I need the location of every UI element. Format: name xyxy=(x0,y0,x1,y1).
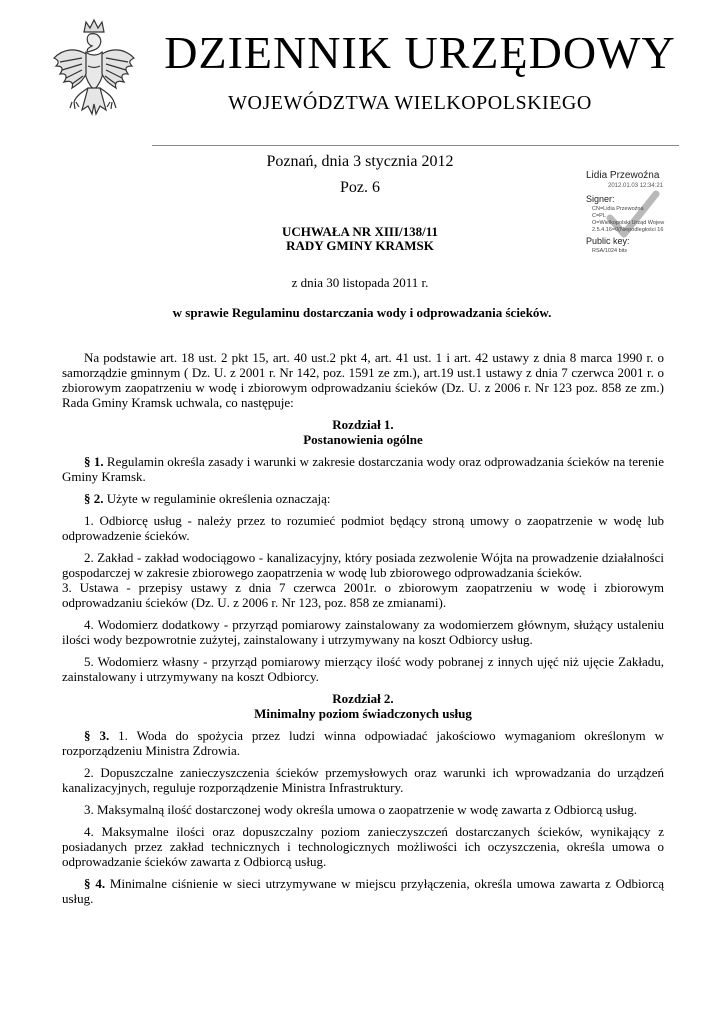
resolution-subject: w sprawie Regulaminu dostarczania wody i odprowadzania ścieków. xyxy=(172,305,552,320)
section-text: Użyte w regulaminie określenia oznaczają: xyxy=(103,491,331,506)
signer-label: Signer: xyxy=(586,194,615,204)
resolution-date: z dnia 30 listopada 2011 r. xyxy=(291,275,429,290)
chapter-title: Minimalny poziom świadczonych usług xyxy=(254,706,472,721)
resolution-title xyxy=(200,225,520,253)
signature-timestamp: 2012.01.03 12:34:21 xyxy=(608,183,664,189)
section-text: Minimalne ciśnienie w sieci utrzymywane w miejscu przyłączenia, określa umowa zawarta z Odbiorcą usług. xyxy=(62,876,665,906)
definition-paragraph: 1. Odbiorcę usług - należy przez to rozumieć podmiot będący stroną umowy o zaopatrzenie w wodę lub odprowadzenie ścieków. xyxy=(62,513,664,543)
resolution-number: UCHWAŁA NR XIII/138/11 xyxy=(281,224,439,239)
section-3-point: 2. Dopuszczalne zanieczyszczenia ścieków przemysłowych oraz warunki ich wprowadzania do urządzeń kanalizacyjnych, reguluje rozporządzenie Ministra Infrastruktury. xyxy=(62,765,664,795)
chapter-number: Rozdział 1. xyxy=(332,417,394,432)
definition-paragraph: 2. Zakład - zakład wodociągowo - kanalizacyjny, który posiada zezwolenie Wójta na prowadzenie działalności gospodarczej w zakresie zbiorowego zaopatrzenia w wodę lub zbiorowego odprowadzania ścieków. xyxy=(62,550,664,580)
section-text: 1. Woda do spożycia przez ludzi winna odpowiadać jakościowo wymaganiom określonym w rozporządzeniu Ministra Zdrowia. xyxy=(62,728,665,758)
chapter-2-heading xyxy=(62,691,664,721)
eagle-emblem-icon xyxy=(48,18,140,130)
section-mark: § 1. xyxy=(84,454,104,469)
resolution-council: RADY GMINY KRAMSK xyxy=(286,238,434,253)
journal-title: DZIENNIK URZĘDOWY xyxy=(164,27,676,78)
definition-paragraph: 5. Wodomierz własny - przyrząd pomiarowy mierzący ilość wody pobranej z innych ujęć niż ujęcie Zakładu, zainstalowany i utrzymywany na koszt Odbiorcy. xyxy=(62,654,664,684)
signer-line: 2.5.4.16=0(Niepodległości 16 xyxy=(592,227,664,233)
signer-name: Lidia Przewoźna xyxy=(586,170,660,181)
section-mark: § 2. xyxy=(84,491,104,506)
signer-line: C=PL xyxy=(592,213,606,219)
section-1-paragraph xyxy=(62,454,664,484)
issue-position: Poz. 6 xyxy=(340,179,380,196)
signer-line: O=Wielkopolski Urząd Wojew xyxy=(592,220,665,226)
section-3-paragraph xyxy=(62,728,664,758)
journal-subtitle: WOJEWÓDZTWA WIELKOPOLSKIEGO xyxy=(228,92,592,114)
preamble-paragraph: Na podstawie art. 18 ust. 2 pkt 15, art. 40 ust.2 pkt 4, art. 41 ust. 1 i art. 42 ustawy z dnia 8 marca 1990 r. o samorządzie gminnym ( Dz. U. z 2001 r. Nr 142, poz. 1591 ze zm.), art.19 ust.1 ustawy z dnia 7 czerwca 2001 r. o zbiorowym zaopatrzeniu w wodę i zbiorowym odprowadzaniu ścieków (Dz. U. z 2006 r. Nr 123 poz. 858 ze zm.) Rada Gminy Kramsk uchwala, co następuje: xyxy=(62,350,664,410)
digital-signature-stamp xyxy=(586,170,676,262)
public-key-label: Public key: xyxy=(586,236,630,246)
public-key-value: RSA/1024 bits xyxy=(592,248,628,254)
definition-paragraph: 4. Wodomierz dodatkowy - przyrząd pomiarowy zainstalowany za wodomierzem głównym, służący ustaleniu ilości wody bezpowrotnie zużytej, zainstalowany i utrzymywany na koszt Odbiorcy usług. xyxy=(62,617,664,647)
chapter-number: Rozdział 2. xyxy=(332,691,394,706)
issue-place-date: Poznań, dnia 3 stycznia 2012 xyxy=(266,153,454,170)
section-text: Regulamin określa zasady i warunki w zakresie dostarczania wody oraz odprowadzania ścieków na terenie Gminy Kramsk. xyxy=(62,454,665,484)
section-mark: § 4. xyxy=(84,876,106,891)
section-3-point: 3. Maksymalną ilość dostarczonej wody określa umowa o zaopatrzenie w wodę zawarta z Odbiorcą usług. xyxy=(84,802,638,817)
document-body xyxy=(62,350,664,913)
section-2-paragraph xyxy=(62,491,664,506)
definition-paragraph: 3. Ustawa - przepisy ustawy z dnia 7 czerwca 2001r. o zbiorowym zaopatrzeniu w wodę i zbiorowym odprowadzaniu ścieków (Dz. U. z 2006 r. Nr 123, poz. 858 ze zmianami). xyxy=(62,580,664,610)
header-divider xyxy=(152,145,679,146)
chapter-title: Postanowienia ogólne xyxy=(303,432,423,447)
section-mark: § 3. xyxy=(84,728,110,743)
section-3-point: 4. Maksymalne ilości oraz dopuszczalny poziom zanieczyszczeń dostarczanych ścieków, wynikający z posiadanych przez zakład technicznych i technologicznych możliwości ich oczyszczenia, określa umowa o odprowadzanie ścieków zawarta z Odbiorcą usług. xyxy=(62,824,664,869)
section-4-paragraph xyxy=(62,876,664,906)
signer-line: CN=Lidia Przewoźna xyxy=(592,206,644,212)
chapter-1-heading xyxy=(62,417,664,447)
